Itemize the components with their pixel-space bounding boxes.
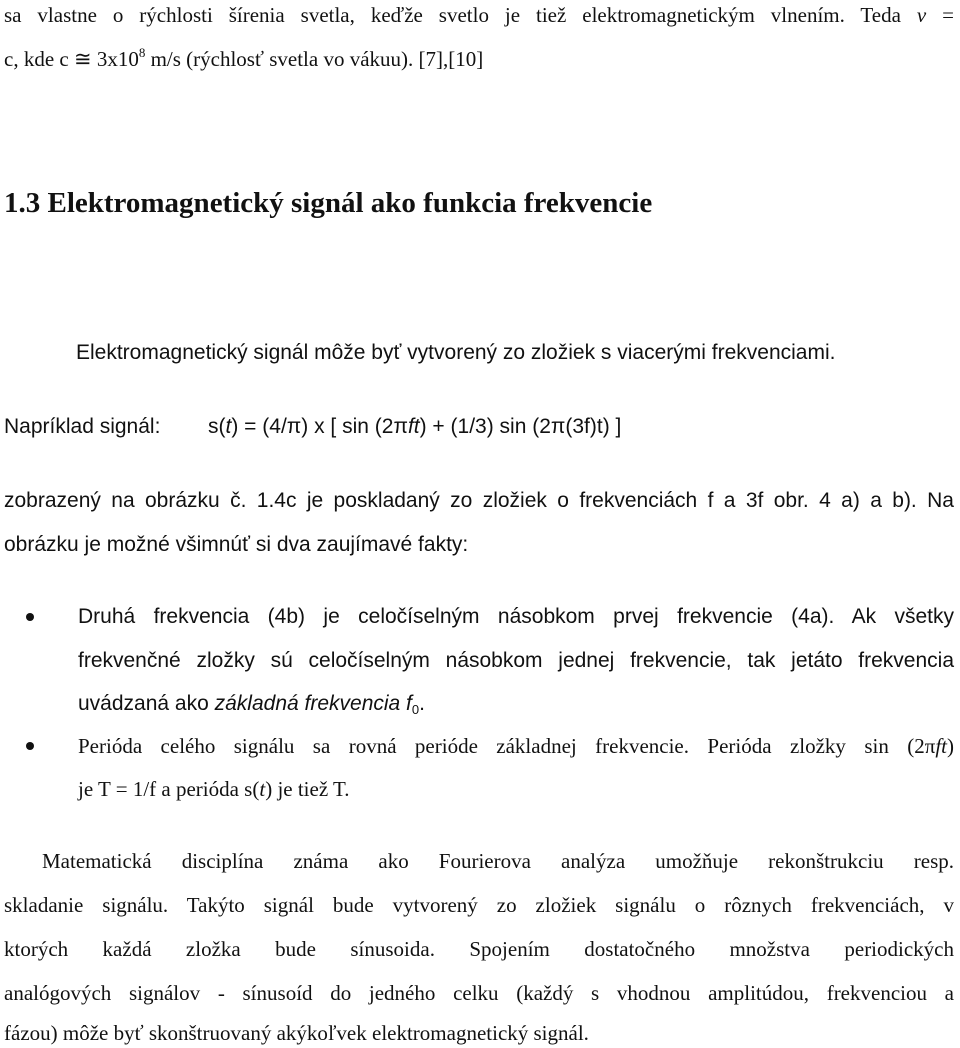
paragraph-figure-ref: zobrazený na obrázku č. 1.4c je poskladaný zo zložiek o frekvenciách f a 3f obr. 4 a) a b). Na — [4, 489, 954, 512]
bullet-dot — [26, 742, 34, 750]
approx-symbol: ≅ — [73, 47, 92, 71]
bullet-1-line-1: Druhá frekvencia (4b) je celočíselným násobkom prvej frekvencie (4a). Ak všetky — [78, 605, 954, 628]
bullet-1-line-2: frekvenčné zložky sú celočíselným násobkom jednej frekvencie, tak jetáto frekvencia — [78, 649, 954, 672]
signal-formula: s(t) = (4/π) x [ sin (2πft) + (1/3) sin (2π(3f)t) ] — [208, 415, 622, 438]
bullet-1-line-3: uvádzaná ako základná frekvencia $f_0$. — [78, 692, 425, 717]
paragraph-intro: Elektromagnetický signál môže byť vytvorený zo zložiek s viacerými frekvenciami. — [76, 341, 836, 364]
paragraph-fourier-line-1: Matematická disciplína známa ako Fourierova analýza umožňuje rekonštrukciu resp. — [42, 849, 954, 873]
intro-line-1: sa vlastne o rýchlosti šírenia svetla, keďže svetlo je tiež elektromagnetickým vlnením. Teda v = — [4, 3, 954, 27]
bullet-2-line-1: Perióda celého signálu sa rovná perióde základnej frekvencie. Perióda zložky sin (2πft) — [78, 734, 954, 758]
paragraph-fourier-line-4: analógových signálov - sínusoíd do jedného celku (každý s vhodnou amplitúdou, frekvenciou a — [4, 981, 954, 1005]
paragraph-fourier-line-3: ktorých každá zložka bude sínusoida. Spojením dostatočného množstva periodických — [4, 937, 954, 961]
bullet-dot — [26, 613, 34, 621]
paragraph-fourier-line-5: fázou) môže byť skonštruovaný akýkoľvek elektromagnetický signál. — [4, 1021, 589, 1045]
section-heading: 1.3 Elektromagnetický signál ako funkcia frekvencie — [4, 187, 653, 219]
paragraph-facts-intro: obrázku je možné všimnúť si dva zaujímavé fakty: — [4, 533, 469, 556]
paragraph-fourier-line-2: skladanie signálu. Takýto signál bude vytvorený zo zložiek signálu o rôznych frekvenciách, v — [4, 893, 954, 917]
example-label: Napríklad signál: — [4, 415, 161, 438]
intro-line-2: c, kde c ≅ $3x10^8$ m/s (rýchlosť svetla vo vákuu). [7],[10] — [4, 45, 484, 71]
bullet-2-line-2: je T = 1/f a perióda s(t) je tiež T. — [78, 777, 350, 801]
